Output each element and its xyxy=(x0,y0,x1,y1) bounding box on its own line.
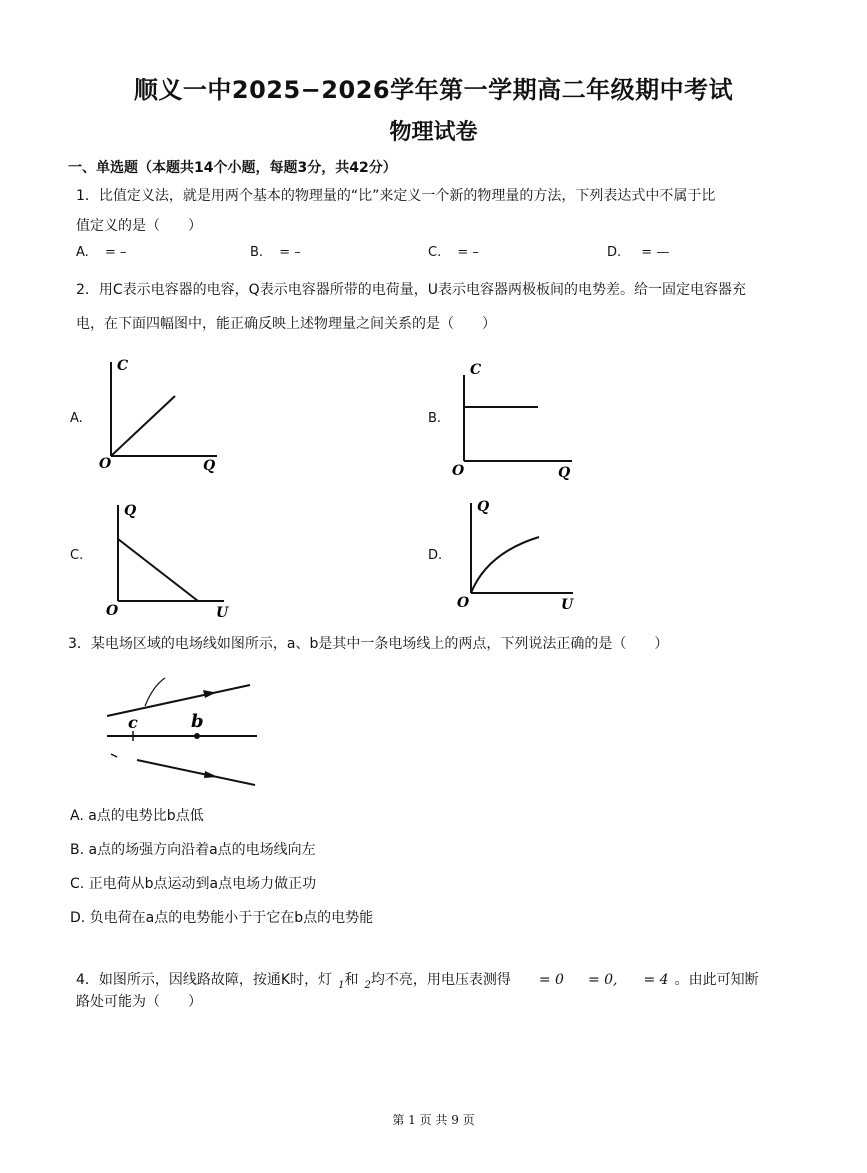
option-expression: = – xyxy=(104,245,127,260)
graph-line xyxy=(118,539,198,601)
x-axis-label: Q xyxy=(203,458,216,474)
y-axis-label: Q xyxy=(477,499,490,515)
q1-option-a xyxy=(76,245,126,260)
option-expression: = – xyxy=(279,245,301,260)
q1-option-d xyxy=(607,245,669,260)
option-label: C. xyxy=(428,245,442,260)
q3-option-b: B. a点的场强方向沿着a点的电场线向左 xyxy=(70,842,316,858)
q1-stem-line2: 值定义的是（ ） xyxy=(76,218,202,234)
exam-title: 顺义一中2025−2026学年第一学期高二年级期中考试 xyxy=(133,76,734,104)
arrow-icon xyxy=(204,771,218,778)
q3-field-line-figure xyxy=(95,668,270,793)
q2-graph-b-label: B. xyxy=(428,411,442,426)
stray-mark xyxy=(111,754,117,757)
q3-stem: 3．某电场区域的电场线如图所示，a、b是其中一条电场线上的两点，下列说法正确的是（ ） xyxy=(68,636,669,652)
graph-curve xyxy=(471,537,539,593)
x-axis-label: U xyxy=(561,597,574,613)
option-label: A. xyxy=(76,245,89,260)
q4-equation-3: = 4 xyxy=(643,972,669,988)
q2-graph-b xyxy=(450,357,580,482)
option-expression: = — xyxy=(641,245,670,260)
q4-subscript-1: 1 xyxy=(338,979,345,991)
q3-option-a: A. a点的电势比b点低 xyxy=(70,808,204,824)
q3-option-c: C. 正电荷从b点运动到a点电场力做正功 xyxy=(70,876,317,892)
section-heading: 一、单选题（本题共14个小题，每题3分，共42分） xyxy=(68,160,397,176)
option-expression: = – xyxy=(457,245,479,260)
q4-stem-line2: 路处可能为（ ） xyxy=(76,994,202,1010)
q2-graph-a-label: A. xyxy=(70,411,83,426)
option-label: D. xyxy=(607,245,622,260)
q2-stem-line2: 电，在下面四幅图中，能正确反映上述物理量之间关系的是（ ） xyxy=(76,316,496,332)
graph-line xyxy=(111,396,175,456)
x-axis-label: U xyxy=(216,605,229,621)
q4-text-part1: 4．如图所示，因线路故障，按通K时，灯 xyxy=(76,972,333,988)
field-line-top xyxy=(107,685,250,716)
x-axis-label: Q xyxy=(558,465,571,481)
origin-label: O xyxy=(99,456,112,472)
q4-equation-1: = 0 xyxy=(538,972,564,988)
stray-mark xyxy=(145,678,165,706)
q3-option-d: D. 负电荷在a点的电势能小于于它在b点的电势能 xyxy=(70,910,374,926)
y-axis-label: C xyxy=(117,358,129,374)
q2-graph-d-label: D. xyxy=(428,548,443,563)
page-footer: 第 1 页 共 9 页 xyxy=(392,1113,475,1127)
q2-graph-a xyxy=(95,352,225,477)
q2-stem-line1: 2．用C表示电容器的电容，Q表示电容器所带的电荷量，U表示电容器两极板间的电势差。给一固定电容器充 xyxy=(76,282,746,298)
q4-text-part3: 均不亮，用电压表测得 xyxy=(370,972,511,988)
q1-stem-line1: 1．比值定义法，就是用两个基本的物理量的“比”来定义一个新的物理量的方法，下列表达式中不属于比 xyxy=(76,188,716,204)
q2-graph-c xyxy=(100,497,240,622)
q4-subscript-2: 2 xyxy=(364,979,371,991)
q2-graph-d xyxy=(455,493,585,618)
q4-text-part2: 和 xyxy=(344,972,359,988)
q1-option-b xyxy=(250,245,301,260)
arrow-icon xyxy=(203,690,216,698)
option-label: B. xyxy=(250,245,264,260)
y-axis-label: C xyxy=(470,362,482,378)
exam-subtitle: 物理试卷 xyxy=(389,120,478,145)
field-line-bottom xyxy=(137,760,255,785)
origin-label: O xyxy=(452,463,465,479)
origin-label: O xyxy=(106,603,119,619)
q4-text-part4: 。由此可知断 xyxy=(674,972,759,988)
point-b-label: b xyxy=(191,711,204,732)
point-b-dot xyxy=(194,733,200,739)
origin-label: O xyxy=(457,595,470,611)
q1-option-c xyxy=(428,245,479,260)
q2-graph-c-label: C. xyxy=(70,548,84,563)
y-axis-label: Q xyxy=(124,503,137,519)
point-a-label: c xyxy=(128,713,138,732)
q4-equation-2: = 0, xyxy=(587,972,618,988)
